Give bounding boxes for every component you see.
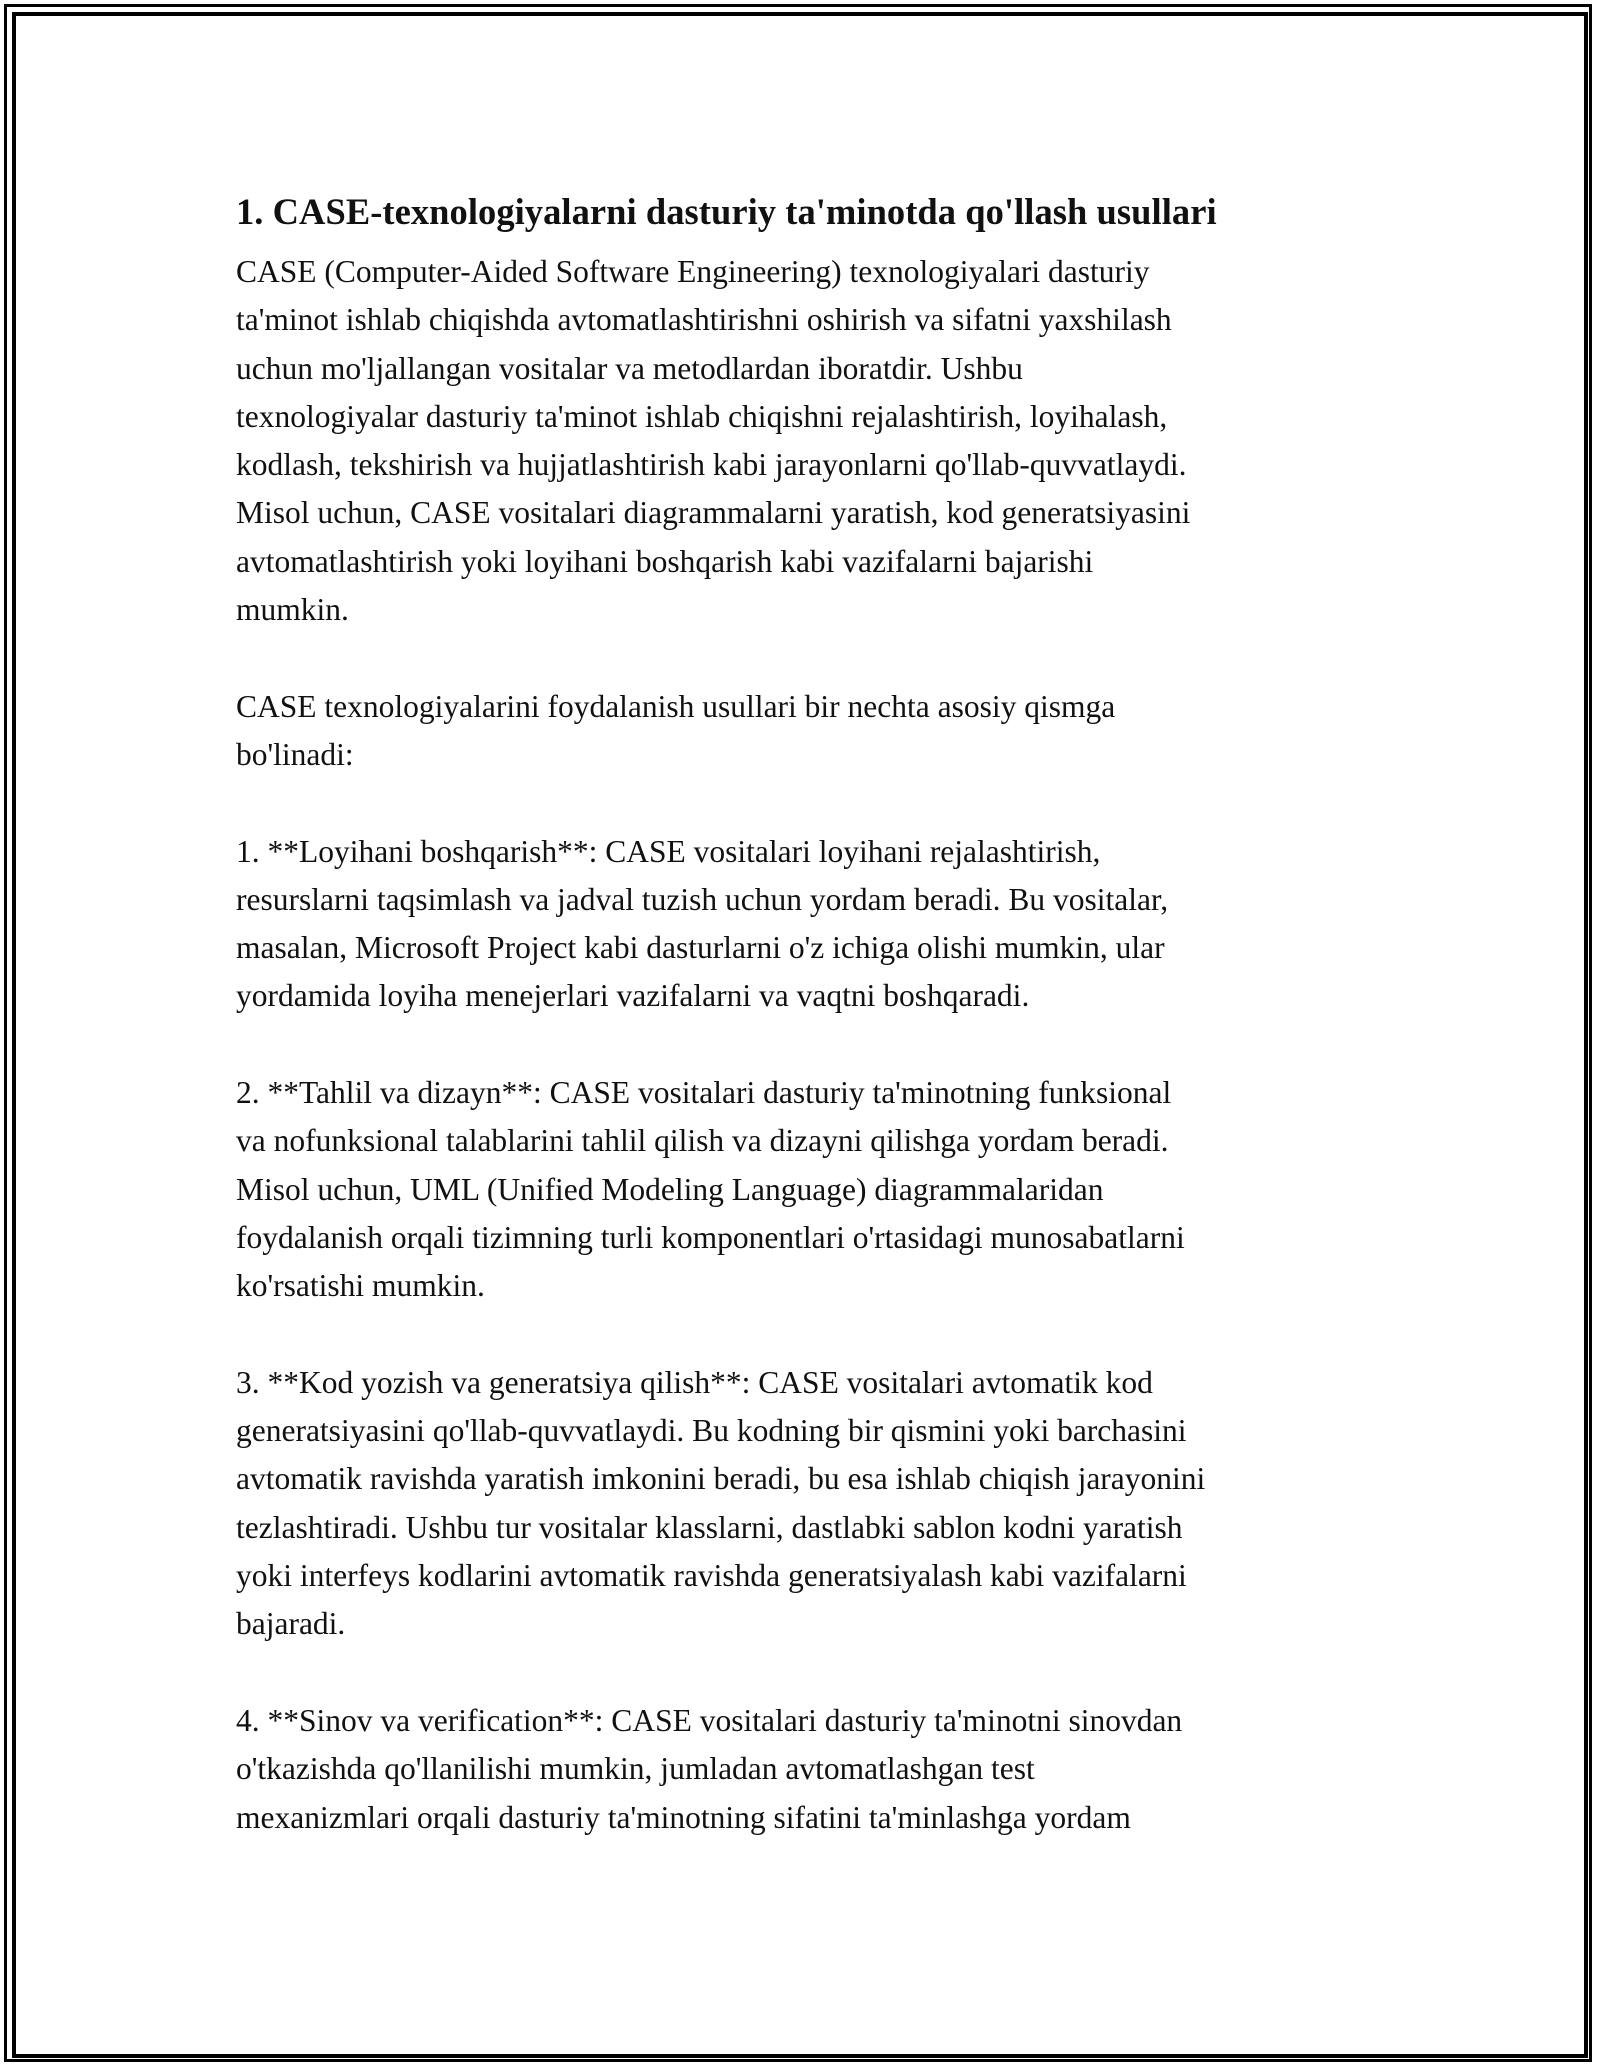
text-line: 4. **Sinov va verification**: CASE vositalari dasturiy ta'minotni sinovdan	[236, 1702, 1183, 1738]
text-line: yoki interfeys kodlarini avtomatik ravishda generatsiyalash kabi vazifalarni	[236, 1558, 1187, 1594]
text-line: masalan, Microsoft Project kabi dasturlarni o'z ichiga olishi mumkin, ular	[236, 930, 1165, 966]
text-line: 1. **Loyihani boshqarish**: CASE vositalari loyihani rejalashtirish,	[236, 833, 1101, 869]
text-line: 2. **Tahlil va dizayn**: CASE vositalari dasturiy ta'minotning funksional	[236, 1075, 1172, 1111]
text-line: kodlash, tekshirish va hujjatlashtirish kabi jarayonlarni qo'llab-quvvatlaydi.	[236, 447, 1187, 483]
text-line: bajaradi.	[236, 1606, 346, 1642]
text-line: foydalanish orqali tizimning turli komponentlari o'rtasidagi munosabatlarni	[236, 1219, 1185, 1255]
paragraph-spacer	[236, 1649, 1376, 1697]
text-line: Misol uchun, UML (Unified Modeling Language) diagrammalaridan	[236, 1171, 1104, 1207]
text-line: o'tkazishda qo'llanilishi mumkin, jumladan avtomatlashgan test	[236, 1751, 1035, 1787]
text-line: bo'linadi:	[236, 736, 354, 772]
text-line: 3. **Kod yozish va generatsiya qilish**: CASE vositalari avtomatik kod	[236, 1364, 1153, 1400]
text-line: CASE (Computer-Aided Software Engineering) texnologiyalari dasturiy	[236, 254, 1150, 289]
paragraph-intro	[236, 248, 1376, 634]
text-line: tezlashtiradi. Ushbu tur vositalar klasslarni, dastlabki sablon kodni yaratish	[236, 1509, 1183, 1545]
text-line: avtomatlashtirish yoki loyihani boshqarish kabi vazifalarni bajarishi	[236, 543, 1094, 579]
section-heading: 1. CASE-texnologiyalarni dasturiy ta'minotda qo'llash usullari	[236, 191, 1217, 232]
paragraph-spacer	[236, 779, 1376, 827]
text-line: yordamida loyiha menejerlari vazifalarni va vaqtni boshqaradi.	[236, 978, 1030, 1014]
paragraph-spacer	[236, 1311, 1376, 1359]
text-line: uchun mo'ljallangan vositalar va metodlardan iboratdir. Ushbu	[236, 350, 1023, 386]
text-line: ko'rsatishi mumkin.	[236, 1268, 485, 1304]
text-line: generatsiyasini qo'llab-quvvatlaydi. Bu kodning bir qismini yoki barchasini	[236, 1413, 1187, 1449]
document-body	[236, 186, 1376, 1842]
paragraph-item-2	[236, 1069, 1376, 1310]
text-line: mumkin.	[236, 592, 349, 628]
text-line: CASE texnologiyalarini foydalanish usullari bir nechta asosiy qismga	[236, 688, 1116, 724]
text-line: mexanizmlari orqali dasturiy ta'minotning sifatini ta'minlashga yordam	[236, 1799, 1131, 1835]
text-line: va nofunksional talablarini tahlil qilish va dizayni qilishga yordam beradi.	[236, 1123, 1169, 1159]
text-line: ta'minot ishlab chiqishda avtomatlashtirishni oshirish va sifatni yaxshilash	[236, 302, 1172, 338]
paragraph-spacer	[236, 634, 1376, 682]
text-line: resurslarni taqsimlash va jadval tuzish uchun yordam beradi. Bu vositalar,	[236, 881, 1169, 917]
paragraph-item-4	[236, 1697, 1376, 1842]
text-line: Misol uchun, CASE vositalari diagrammalarni yaratish, kod generatsiyasini	[236, 495, 1191, 531]
paragraph-spacer	[236, 1021, 1376, 1069]
text-line: texnologiyalar dasturiy ta'minot ishlab chiqishni rejalashtirish, loyihalash,	[236, 398, 1168, 434]
paragraph-item-3	[236, 1359, 1376, 1649]
paragraph-item-1	[236, 828, 1376, 1021]
text-line: avtomatik ravishda yaratish imkonini beradi, bu esa ishlab chiqish jarayonini	[236, 1461, 1206, 1497]
paragraph-methods-intro	[236, 683, 1376, 780]
